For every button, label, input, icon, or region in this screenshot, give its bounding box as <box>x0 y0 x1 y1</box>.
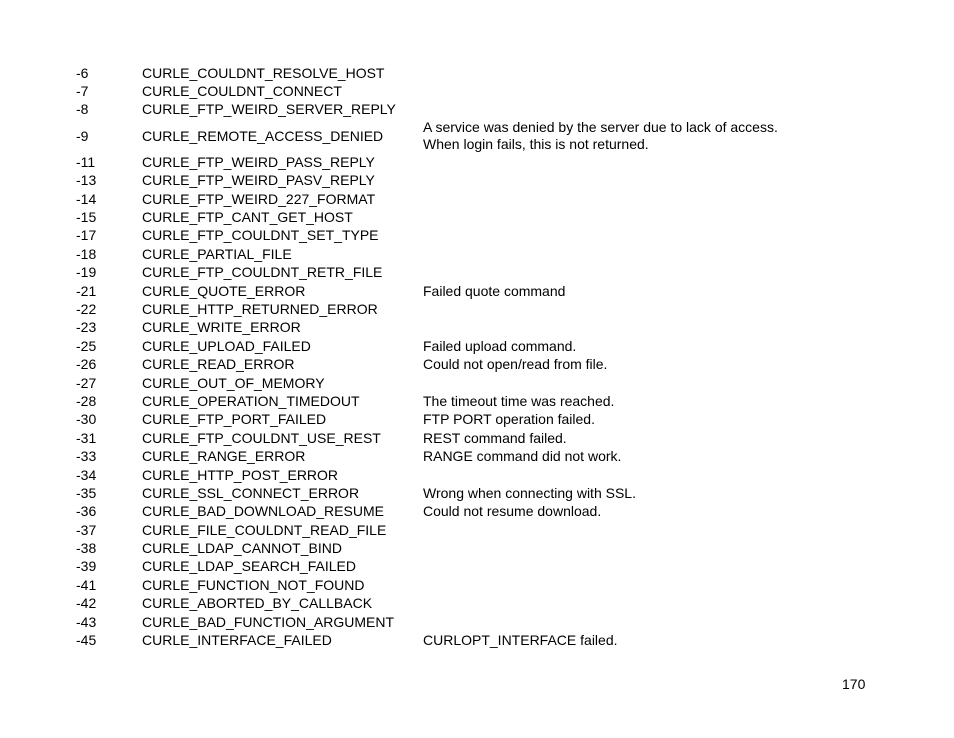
table-row <box>76 172 856 190</box>
table-row <box>76 613 856 631</box>
table-row <box>76 119 856 153</box>
error-description: FTP PORT operation failed. <box>423 411 595 428</box>
table-row <box>76 337 856 355</box>
error-description: RANGE command did not work. <box>423 448 622 465</box>
error-name: CURLE_SSL_CONNECT_ERROR <box>142 484 360 501</box>
error-code: -39 <box>76 558 97 575</box>
error-code: -34 <box>76 466 97 483</box>
error-code: -27 <box>76 374 97 391</box>
error-code: -43 <box>76 613 97 630</box>
error-name: CURLE_UPLOAD_FAILED <box>142 337 311 354</box>
table-row <box>76 64 856 82</box>
error-code-table <box>76 64 856 650</box>
error-name: CURLE_FTP_CANT_GET_HOST <box>142 209 353 226</box>
table-row <box>76 300 856 318</box>
error-name: CURLE_INTERFACE_FAILED <box>142 632 332 649</box>
error-name: CURLE_FUNCTION_NOT_FOUND <box>142 576 365 593</box>
error-name: CURLE_ABORTED_BY_CALLBACK <box>142 595 373 612</box>
table-row <box>76 374 856 392</box>
table-row <box>76 539 856 557</box>
error-code: -7 <box>76 83 89 100</box>
error-description: Failed quote command <box>423 282 566 299</box>
error-name: CURLE_OPERATION_TIMEDOUT <box>142 392 360 409</box>
error-code: -8 <box>76 101 89 118</box>
error-description: Could not open/read from file. <box>423 356 608 373</box>
error-name: CURLE_FTP_WEIRD_PASV_REPLY <box>142 172 375 189</box>
error-name: CURLE_FTP_COULDNT_USE_REST <box>142 429 381 446</box>
error-name: CURLE_LDAP_CANNOT_BIND <box>142 540 342 557</box>
error-name: CURLE_BAD_FUNCTION_ARGUMENT <box>142 613 395 630</box>
table-row <box>76 245 856 263</box>
error-code: -33 <box>76 448 97 465</box>
error-code: -22 <box>76 300 97 317</box>
table-row <box>76 282 856 300</box>
table-row <box>76 264 856 282</box>
table-row <box>76 153 856 171</box>
error-name: CURLE_HTTP_RETURNED_ERROR <box>142 300 378 317</box>
table-row <box>76 576 856 594</box>
error-code: -38 <box>76 540 97 557</box>
error-name: CURLE_RANGE_ERROR <box>142 448 306 465</box>
error-code: -6 <box>76 64 89 81</box>
table-row <box>76 82 856 100</box>
table-row <box>76 595 856 613</box>
error-name: CURLE_FTP_COULDNT_RETR_FILE <box>142 264 383 281</box>
error-name: CURLE_QUOTE_ERROR <box>142 282 306 299</box>
error-code: -14 <box>76 190 97 207</box>
error-code: -19 <box>76 264 97 281</box>
error-name: CURLE_FTP_COULDNT_SET_TYPE <box>142 227 379 244</box>
error-code: -28 <box>76 392 97 409</box>
table-row <box>76 466 856 484</box>
table-row <box>76 101 856 119</box>
table-row <box>76 558 856 576</box>
error-name: CURLE_PARTIAL_FILE <box>142 245 292 262</box>
error-name: CURLE_HTTP_POST_ERROR <box>142 466 339 483</box>
error-name: CURLE_LDAP_SEARCH_FAILED <box>142 558 356 575</box>
error-code: -36 <box>76 503 97 520</box>
error-description: Wrong when connecting with SSL. <box>423 484 636 501</box>
error-name: CURLE_WRITE_ERROR <box>142 319 301 336</box>
error-name: CURLE_FILE_COULDNT_READ_FILE <box>142 521 387 538</box>
error-name: CURLE_COULDNT_CONNECT <box>142 83 342 100</box>
error-description: REST command failed. <box>423 429 567 446</box>
table-row <box>76 447 856 465</box>
error-code: -26 <box>76 356 97 373</box>
error-name: CURLE_COULDNT_RESOLVE_HOST <box>142 64 385 81</box>
error-description: Could not resume download. <box>423 503 602 520</box>
error-code: -23 <box>76 319 97 336</box>
error-code: -31 <box>76 429 97 446</box>
error-code: -17 <box>76 227 97 244</box>
error-code: -42 <box>76 595 97 612</box>
error-code: -11 <box>76 153 96 170</box>
table-row <box>76 503 856 521</box>
error-code: -37 <box>76 521 97 538</box>
error-code: -15 <box>76 209 97 226</box>
table-row <box>76 190 856 208</box>
error-name: CURLE_BAD_DOWNLOAD_RESUME <box>142 503 384 520</box>
error-description: Failed upload command. <box>423 337 577 354</box>
error-name: CURLE_FTP_WEIRD_227_FORMAT <box>142 190 376 207</box>
error-code: -45 <box>76 632 97 649</box>
error-description: CURLOPT_INTERFACE failed. <box>423 632 618 649</box>
error-code: -25 <box>76 337 97 354</box>
error-code: -35 <box>76 484 97 501</box>
error-code: -18 <box>76 245 97 262</box>
error-name: CURLE_REMOTE_ACCESS_DENIED <box>142 127 384 144</box>
table-row <box>76 521 856 539</box>
table-row <box>76 227 856 245</box>
error-code: -41 <box>76 576 97 593</box>
error-code: -30 <box>76 411 97 428</box>
error-name: CURLE_FTP_WEIRD_PASS_REPLY <box>142 153 375 170</box>
table-row <box>76 429 856 447</box>
table-row <box>76 319 856 337</box>
error-description: The timeout time was reached. <box>423 392 615 409</box>
error-name: CURLE_READ_ERROR <box>142 356 295 373</box>
error-code: -13 <box>76 172 97 189</box>
table-row <box>76 411 856 429</box>
error-name: CURLE_FTP_PORT_FAILED <box>142 411 327 428</box>
error-code: -9 <box>76 127 89 144</box>
table-row <box>76 484 856 502</box>
table-row <box>76 392 856 410</box>
table-row <box>76 631 856 649</box>
error-description: A service was denied by the server due to lack of access. When login fails, this is not returned. <box>423 119 778 153</box>
error-code: -21 <box>76 282 97 299</box>
page-number: 170 <box>842 676 866 692</box>
table-row <box>76 355 856 373</box>
error-name: CURLE_OUT_OF_MEMORY <box>142 374 325 391</box>
table-row <box>76 208 856 226</box>
error-name: CURLE_FTP_WEIRD_SERVER_REPLY <box>142 101 396 118</box>
